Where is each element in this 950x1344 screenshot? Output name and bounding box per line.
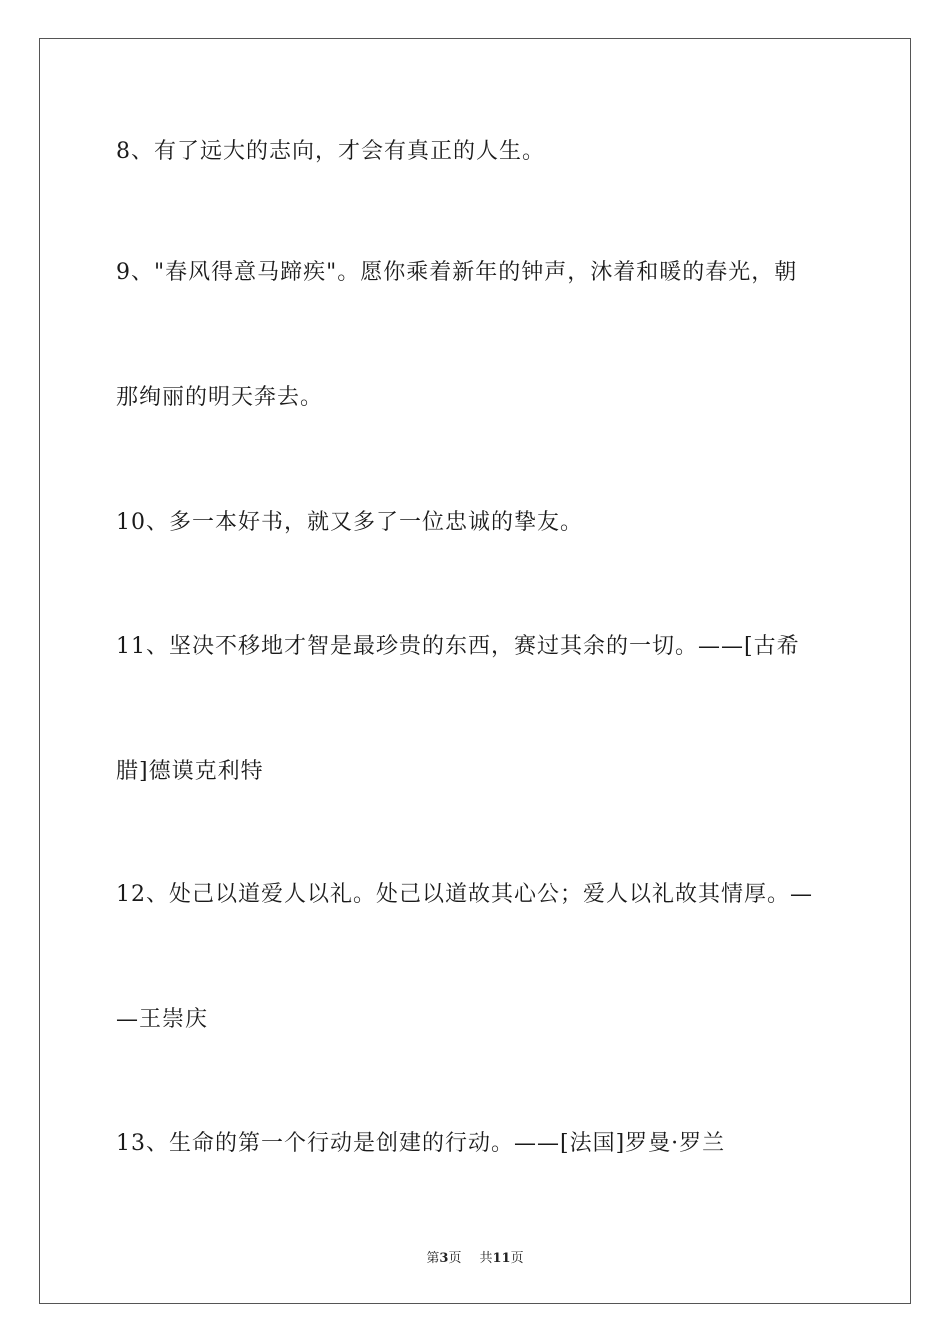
text-line-2: 9、"春风得意马蹄疾"。愿你乘着新年的钟声，沐着和暖的春光，朝 [116,260,798,285]
total-suffix: 页 [510,1251,524,1266]
page-number: 3 [439,1251,449,1266]
text-line-9: 13、生命的第一个行动是创建的行动。——[法国]罗曼·罗兰 [116,1131,726,1156]
text-line-7: 12、处己以道爱人以礼。处己以道故其心公；爱人以礼故其情厚。— [116,882,813,907]
page-footer [0,1247,950,1266]
text-line-5: 11、坚决不移地才智是最珍贵的东西，赛过其余的一切。——[古希 [116,634,800,659]
page-border [39,38,911,1304]
text-line-4: 10、多一本好书，就又多了一位忠诚的挚友。 [116,510,583,535]
page-prefix: 第 [426,1251,440,1266]
text-line-3: 那绚丽的明天奔去。 [116,385,324,410]
total-prefix: 共 [479,1251,493,1266]
text-line-8: —王崇庆 [116,1007,209,1032]
text-line-1: 8、有了远大的志向，才会有真正的人生。 [116,139,545,164]
text-line-6: 腊]德谟克利特 [116,759,264,784]
page-suffix: 页 [448,1251,462,1266]
total-pages: 11 [492,1251,511,1266]
